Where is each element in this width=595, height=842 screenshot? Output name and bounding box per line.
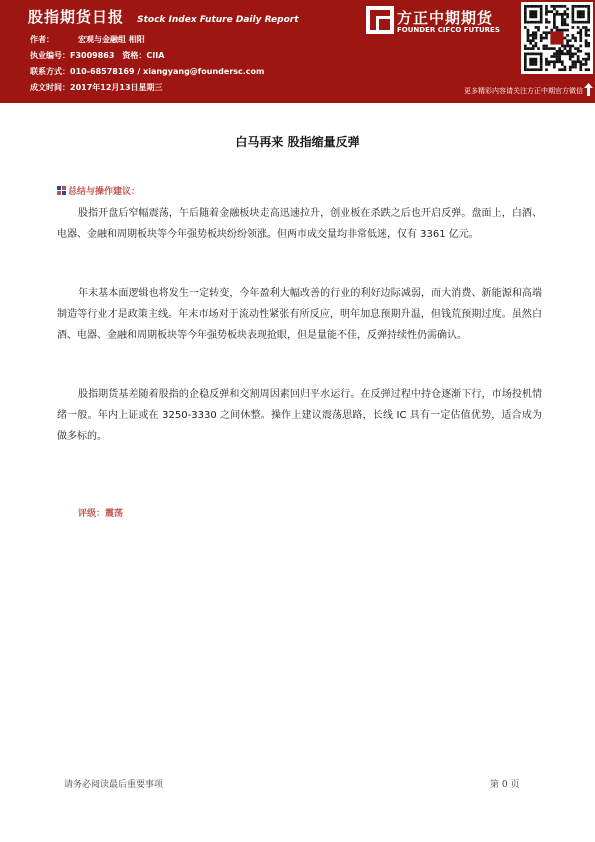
date-line — [30, 82, 163, 93]
wechat-note: 更多精彩内容请关注方正中期官方微信 — [464, 87, 583, 95]
up-arrow-icon — [584, 83, 593, 96]
report-header — [0, 0, 595, 103]
wechat-qr-code — [521, 2, 593, 74]
author-line — [30, 34, 145, 45]
contact-label: 联系方式： — [30, 67, 70, 76]
license-label: 执业编号： — [30, 51, 70, 60]
logo-text-cn: 方正中期期货 — [397, 9, 494, 27]
logo-text-en: FOUNDER CIFCO FUTURES — [397, 26, 500, 34]
paragraph-1: 股指开盘后窄幅震荡，午后随着金融板块走高迅速拉升，创业板在杀跌之后也开启反弹。盘面上，白酒、电器、金融和周期板块等今年强势板块纷纷领涨。但两市成交量均非常低迷，仅有 3361 亿元。 — [57, 208, 542, 240]
summary-label-text: 总结与操作建议： — [68, 187, 141, 197]
author-value: 宏观与金融组 相阳 — [78, 35, 145, 44]
company-logo — [365, 5, 520, 39]
summary-section-label — [57, 184, 140, 197]
paragraph-2: 年末基本面逻辑也将发生一定转变，今年盈利大幅改善的行业的利好边际减弱，而大消费、新能源和高端制造等行业才是政策主线。年末市场对于流动性紧张有所反应，明年加息预期升温，但钱荒预期过度。虽然白酒、电器、金融和周期板块等今年强势板块表现抢眼，但是量能不佳，反弹持续性仍需确认。 — [57, 288, 542, 341]
rating: 评级：震荡 — [78, 509, 124, 519]
section-bullet-icon — [57, 186, 66, 195]
date-label: 成文时间： — [30, 83, 70, 92]
footer-notice: 请务必阅读最后重要事项 — [64, 780, 164, 790]
author-label: 作者： — [30, 35, 54, 44]
contact-line — [30, 66, 264, 77]
date-value: 2017年12月13日星期三 — [70, 83, 163, 92]
page-number: 第 0 页 — [490, 780, 520, 790]
report-title — [28, 6, 299, 27]
report-title-en: Stock Index Future Daily Report — [137, 15, 299, 25]
document-title: 白马再来 股指缩量反弹 — [235, 135, 360, 149]
founder-logo-icon — [365, 5, 395, 35]
paragraph-3: 股指期货基差随着股指的企稳反弹和交割周因素回归平水运行。在反弹过程中持仓逐渐下行，市场投机情绪一般。年内上证或在 3250-3330 之间休整。操作上建议震荡思路，长线 IC 具有一定估值优势，适合成为做多标的。 — [57, 389, 542, 442]
license-value: F3009863 资格：CIIA — [70, 51, 165, 60]
qr-code-icon — [521, 2, 593, 74]
contact-value: 010-68578169 / xiangyang@foundersc.com — [70, 67, 265, 76]
license-line — [30, 50, 164, 61]
report-title-cn: 股指期货日报 — [28, 8, 125, 26]
